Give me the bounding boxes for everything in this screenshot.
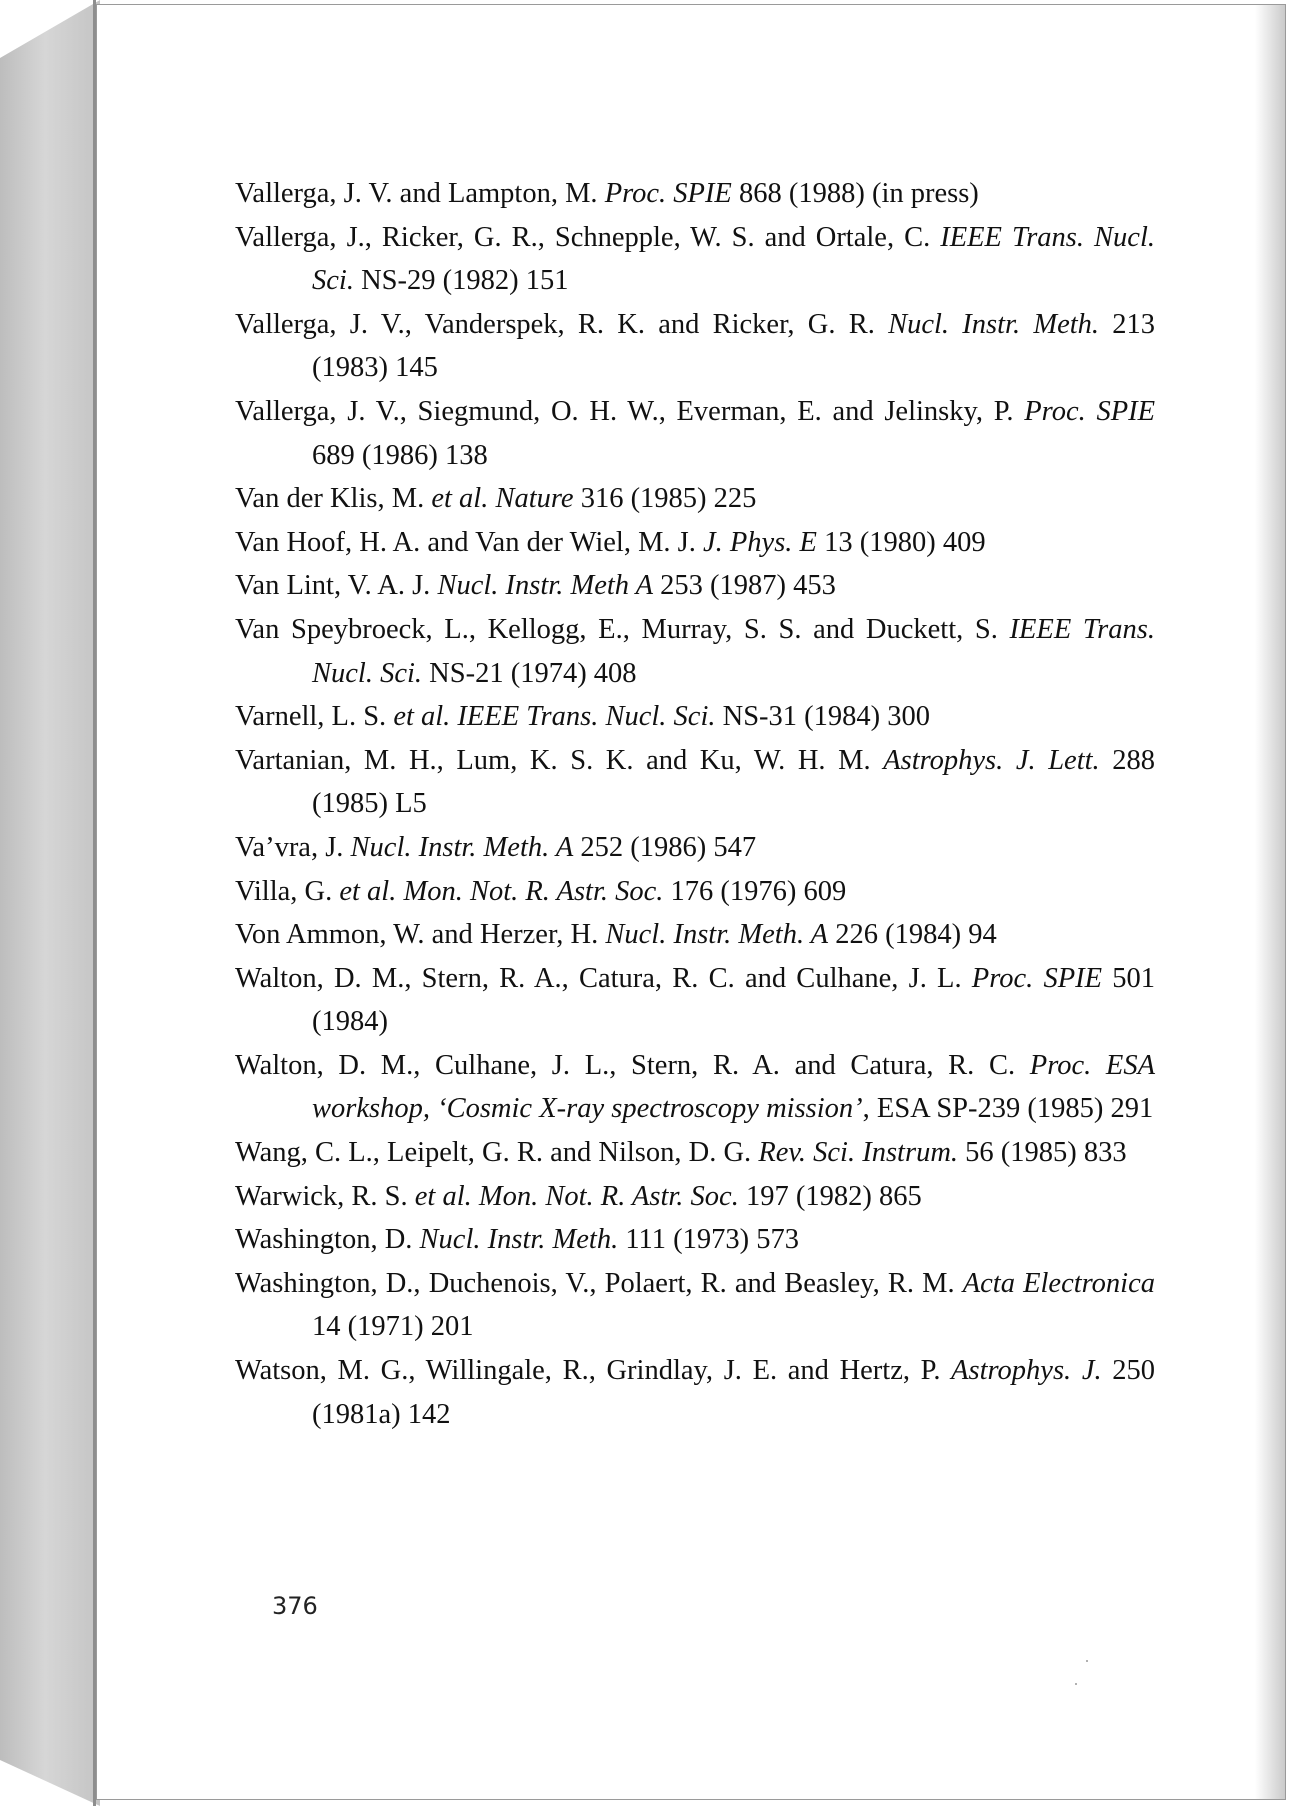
reference-entry	[235, 957, 1155, 1044]
page-edge-shadow	[1255, 5, 1285, 1799]
reference-entry	[235, 913, 1155, 957]
reference-journal: et al. Nature	[431, 483, 574, 515]
reference-text: Walton, D. M., Culhane, J. L., Stern, R. A. and Catura, R. C.	[235, 1049, 1030, 1081]
book-spine	[0, 0, 100, 1806]
reference-text: Washington, D.	[235, 1224, 420, 1256]
reference-entry	[235, 1218, 1155, 1262]
reference-text: 197 (1982) 865	[738, 1180, 922, 1212]
reference-journal: Rev. Sci. Instrum.	[758, 1137, 959, 1169]
reference-journal: Proc. ESA workshop, ‘Cosmic X-ray spectroscopy mission’	[312, 1049, 1155, 1125]
reference-entry	[235, 870, 1155, 914]
reference-text: 14 (1971) 201	[312, 1311, 474, 1343]
reference-entry	[235, 477, 1155, 521]
reference-text: Wang, C. L., Leipelt, G. R. and Nilson, D. G.	[235, 1137, 759, 1169]
reference-text: Watson, M. G., Willingale, R., Grindlay, J. E. and Hertz, P.	[235, 1355, 952, 1387]
reference-journal: IEEE Trans. Nucl. Sci.	[312, 613, 1155, 689]
reference-text: 253 (1987) 453	[653, 570, 836, 602]
reference-journal: Nucl. Instr. Meth A	[437, 570, 654, 602]
reference-entry	[235, 303, 1155, 390]
reference-text: Varnell, L. S.	[235, 701, 394, 733]
reference-text: , ESA SP-239 (1985) 291	[862, 1093, 1154, 1125]
print-speck	[1086, 1660, 1088, 1662]
reference-journal: J. Phys. E	[703, 526, 817, 558]
reference-text: 250 (1981a) 142	[312, 1355, 1156, 1430]
reference-journal: Astrophys. J. Lett.	[883, 744, 1100, 776]
reference-text: 316 (1985) 225	[573, 483, 757, 515]
reference-text: Warwick, R. S.	[235, 1180, 415, 1212]
reference-text: Van der Klis, M.	[235, 483, 432, 515]
reference-entry	[235, 695, 1155, 739]
reference-text: Vallerga, J. V., Siegmund, O. H. W., Everman, E. and Jelinsky, P.	[235, 395, 1025, 427]
page-number: 376	[272, 1592, 318, 1620]
reference-text: Van Speybroeck, L., Kellogg, E., Murray, S. S. and Duckett, S.	[235, 613, 1010, 645]
reference-journal: et al. Mon. Not. R. Astr. Soc.	[339, 875, 664, 907]
reference-text: NS-21 (1974) 408	[422, 657, 637, 689]
reference-text: 868 (1988) (in press)	[731, 178, 979, 209]
reference-text: 501 (1984)	[312, 962, 1156, 1038]
reference-text: 111 (1973) 573	[618, 1224, 799, 1256]
reference-journal: IEEE Trans. Nucl. Sci.	[312, 221, 1155, 297]
reference-journal: Proc. SPIE	[971, 962, 1103, 994]
reference-entry	[235, 1175, 1155, 1219]
reference-text: 252 (1986) 547	[573, 831, 757, 863]
reference-text: 176 (1976) 609	[663, 875, 847, 907]
reference-entry	[235, 564, 1155, 608]
reference-text: Van Lint, V. A. J.	[235, 570, 438, 602]
reference-text: 13 (1980) 409	[816, 526, 986, 558]
reference-text: Van Hoof, H. A. and Van der Wiel, M. J.	[235, 526, 703, 558]
reference-text: 56 (1985) 833	[958, 1137, 1127, 1169]
reference-entry	[235, 826, 1155, 870]
reference-entry	[235, 608, 1155, 695]
reference-text: Vallerga, J. V., Vanderspek, R. K. and Ricker, G. R.	[235, 308, 889, 340]
reference-text: 288 (1985) L5	[312, 744, 1156, 820]
reference-journal: et al. IEEE Trans. Nucl. Sci.	[393, 701, 716, 733]
reference-journal: Nucl. Instr. Meth. A	[350, 831, 574, 863]
reference-text: Vartanian, M. H., Lum, K. S. K. and Ku, W. H. M.	[235, 744, 884, 776]
reference-text: NS-29 (1982) 151	[353, 265, 569, 297]
reference-text: Villa, G.	[235, 875, 340, 907]
reference-text: Vallerga, J., Ricker, G. R., Schnepple, W. S. and Ortale, C.	[235, 221, 941, 253]
reference-entry	[235, 1262, 1155, 1349]
reference-entry	[235, 216, 1155, 303]
reference-entry	[235, 521, 1155, 565]
reference-entry	[235, 1044, 1155, 1131]
reference-text: NS-31 (1984) 300	[715, 701, 931, 733]
reference-entry	[235, 1131, 1155, 1175]
reference-journal: Acta Electronica	[962, 1267, 1156, 1299]
reference-journal: et al. Mon. Not. R. Astr. Soc.	[414, 1180, 739, 1212]
reference-text: Vallerga, J. V. and Lampton, M.	[235, 178, 605, 209]
reference-journal: Nucl. Instr. Meth. A	[605, 919, 829, 951]
reference-text: 213 (1983) 145	[312, 308, 1156, 384]
print-speck	[1075, 1683, 1077, 1685]
reference-text: Washington, D., Duchenois, V., Polaert, R. and Beasley, R. M.	[235, 1267, 963, 1299]
reference-journal: Proc. SPIE	[1024, 395, 1156, 427]
reference-text: Va’vra, J.	[235, 831, 351, 863]
reference-journal: Nucl. Instr. Meth.	[419, 1224, 619, 1256]
reference-text: Walton, D. M., Stern, R. A., Catura, R. C. and Culhane, J. L.	[235, 962, 972, 994]
reference-entry	[235, 172, 1155, 216]
reference-entry	[235, 390, 1155, 477]
reference-text: Von Ammon, W. and Herzer, H.	[235, 919, 606, 951]
reference-text: 226 (1984) 94	[828, 919, 997, 951]
reference-journal: Proc. SPIE	[604, 178, 732, 209]
reference-text: 689 (1986) 138	[312, 439, 488, 471]
reference-journal: Astrophys. J.	[951, 1355, 1102, 1387]
reference-entry	[235, 739, 1155, 826]
reference-list	[235, 172, 1155, 1436]
reference-entry	[235, 1349, 1155, 1436]
reference-journal: Nucl. Instr. Meth.	[888, 308, 1100, 340]
